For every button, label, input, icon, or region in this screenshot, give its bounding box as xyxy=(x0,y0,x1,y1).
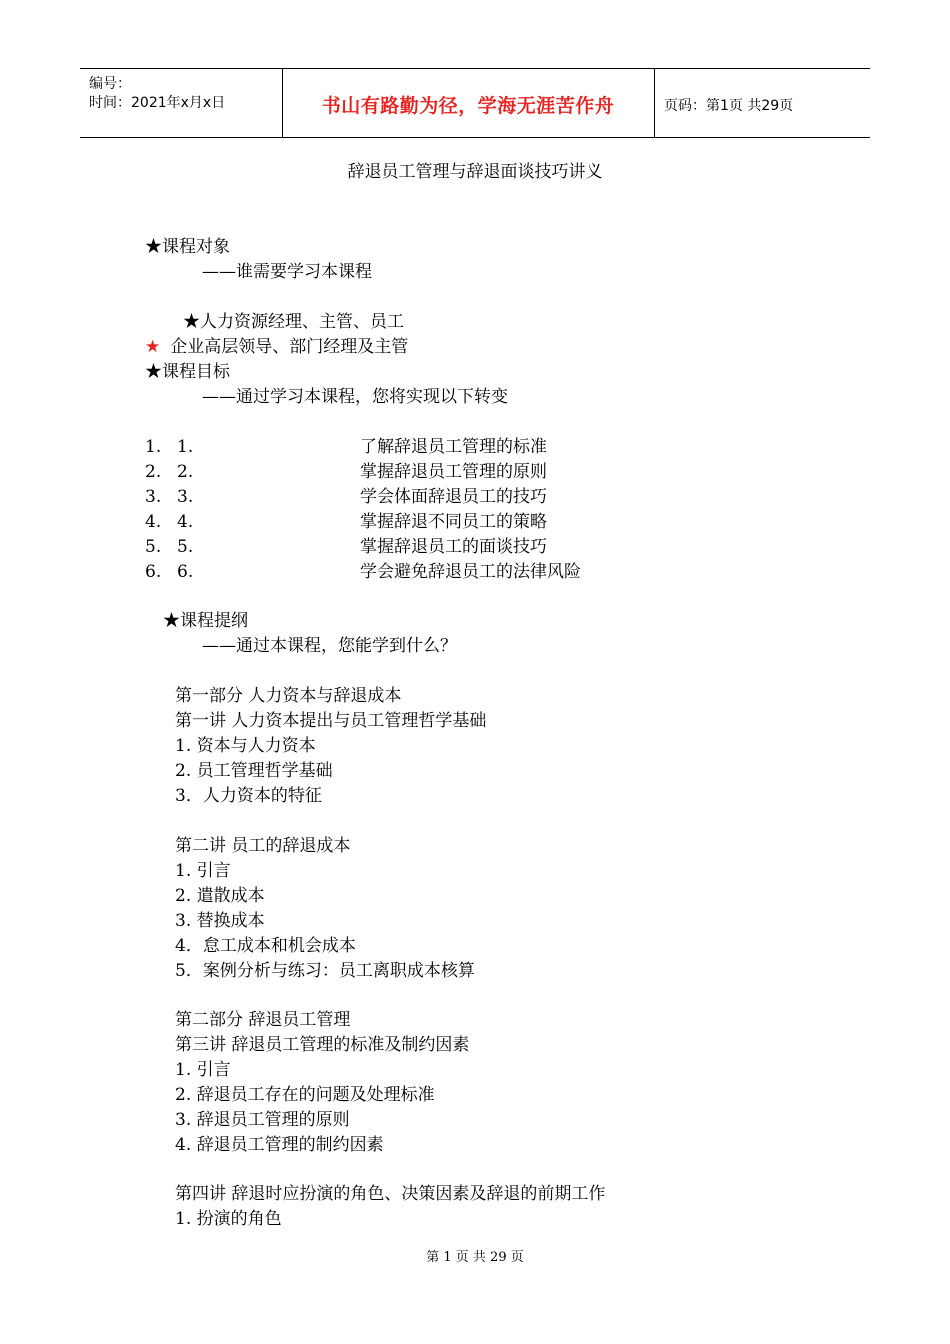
goal-item: 掌握辞退员工管理的原则 xyxy=(360,462,547,482)
number-label: 编号： xyxy=(89,76,131,92)
audience-item-2-text: 企业高层领导、部门经理及主管 xyxy=(170,337,409,357)
goal-number-outer: 4. xyxy=(145,512,162,532)
goal-number-inner: 6. xyxy=(177,562,194,582)
lecture-3-item: 3. 辞退员工管理的原则 xyxy=(175,1110,350,1130)
header-right-cell xyxy=(655,69,870,137)
lecture-3-item: 1. 引言 xyxy=(175,1060,231,1080)
part-1-heading: 第一部分 人力资本与辞退成本 xyxy=(175,686,402,706)
lecture-3-title: 第三讲 辞退员工管理的标准及制约因素 xyxy=(175,1035,470,1055)
header-left-cell xyxy=(80,69,283,137)
lecture-1-item: 3．人力资本的特征 xyxy=(175,786,322,806)
header-middle-cell xyxy=(282,69,655,137)
goal-number-outer: 6. xyxy=(145,562,162,582)
part-2-heading: 第二部分 辞退员工管理 xyxy=(175,1010,351,1030)
goal-number-inner: 2. xyxy=(177,462,194,482)
goal-number-inner: 1. xyxy=(177,437,194,457)
lecture-4-item: 1. 扮演的角色 xyxy=(175,1209,282,1229)
audience-item-1: ★人力资源经理、主管、员工 xyxy=(183,312,404,332)
goal-item: 了解辞退员工管理的标准 xyxy=(360,437,547,457)
lecture-2-item: 4．怠工成本和机会成本 xyxy=(175,936,356,956)
goals-heading: ★课程目标 xyxy=(145,362,230,382)
goal-number-inner: 5. xyxy=(177,537,194,557)
outline-subheading: ——通过本课程，您能学到什么？ xyxy=(202,636,457,656)
red-star-icon: ★ xyxy=(145,337,161,357)
outline-heading: ★课程提纲 xyxy=(163,611,248,631)
goal-number-outer: 3. xyxy=(145,487,162,507)
lecture-2-title: 第二讲 员工的辞退成本 xyxy=(175,836,351,856)
goal-item: 掌握辞退员工的面谈技巧 xyxy=(360,537,547,557)
audience-heading: ★课程对象 xyxy=(145,237,230,257)
page-footer: 第 1 页 共 29 页 xyxy=(426,1250,524,1265)
page-label: 页码：第1页 共29页 xyxy=(664,98,794,114)
lecture-2-item: 2. 遣散成本 xyxy=(175,886,265,906)
audience-item-2 xyxy=(145,337,408,357)
lecture-2-item: 5．案例分析与练习：员工离职成本核算 xyxy=(175,961,475,981)
goal-number-outer: 1. xyxy=(145,437,162,457)
motto: 书山有路勤为径，学海无涯苦作舟 xyxy=(321,95,615,117)
goal-number-outer: 5. xyxy=(145,537,162,557)
goal-item: 掌握辞退不同员工的策略 xyxy=(360,512,547,532)
lecture-1-item: 1. 资本与人力资本 xyxy=(175,736,316,756)
page-header xyxy=(80,68,870,138)
goal-item: 学会避免辞退员工的法律风险 xyxy=(360,562,581,582)
time-label: 时间：2021年x月x日 xyxy=(89,95,226,111)
document-title: 辞退员工管理与辞退面谈技巧讲义 xyxy=(347,162,603,182)
goals-subheading: ——通过学习本课程，您将实现以下转变 xyxy=(202,387,508,407)
lecture-3-item: 4. 辞退员工管理的制约因素 xyxy=(175,1135,384,1155)
audience-subheading: ——谁需要学习本课程 xyxy=(202,262,372,282)
goal-number-inner: 3. xyxy=(177,487,194,507)
lecture-4-title: 第四讲 辞退时应扮演的角色、决策因素及辞退的前期工作 xyxy=(175,1184,606,1204)
goal-number-outer: 2. xyxy=(145,462,162,482)
lecture-2-item: 3. 替换成本 xyxy=(175,911,265,931)
lecture-1-title: 第一讲 人力资本提出与员工管理哲学基础 xyxy=(175,711,487,731)
goal-item: 学会体面辞退员工的技巧 xyxy=(360,487,547,507)
lecture-3-item: 2. 辞退员工存在的问题及处理标准 xyxy=(175,1085,435,1105)
goal-number-inner: 4. xyxy=(177,512,194,532)
lecture-2-item: 1. 引言 xyxy=(175,861,231,881)
lecture-1-item: 2. 员工管理哲学基础 xyxy=(175,761,333,781)
